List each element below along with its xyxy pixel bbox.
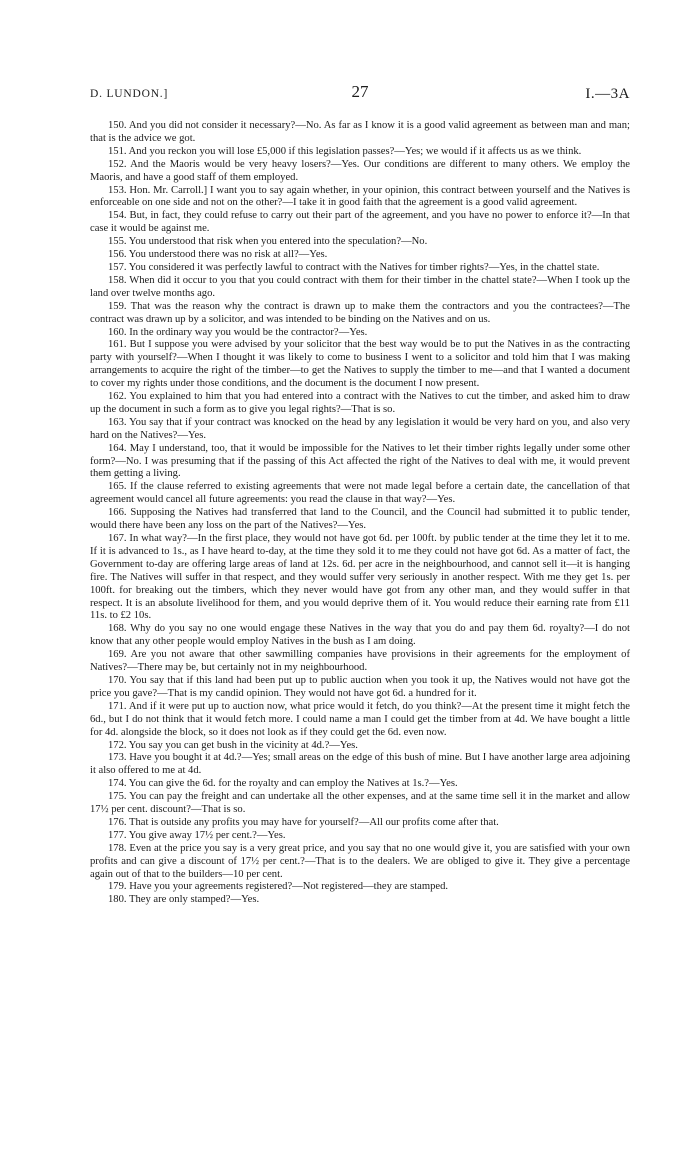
paper-reference: I.—3A xyxy=(585,86,630,102)
page-number: 27 xyxy=(351,82,369,101)
question-paragraph: 172. You say you can get bush in the vicinity at 4d.?—Yes. xyxy=(108,739,358,751)
question-paragraph: 175. You can pay the freight and can undertake all the other expenses, and at the same time sell it in the market and allow 17½ per cent. discount?—That is so. xyxy=(90,791,630,816)
page-header xyxy=(90,82,630,106)
question-paragraph: 160. In the ordinary way you would be the contractor?—Yes. xyxy=(108,326,368,338)
question-paragraph: 174. You can give the 6d. for the royalty and can employ the Natives at 1s.?—Yes. xyxy=(108,778,458,790)
question-paragraph: 167. In what way?—In the first place, they would not have got 6d. per 100ft. by public tender at the time they let it to me. If it is advanced to 1s., as I have heard to-day, at the time they sold it to me they could not have got 6d. As a matter of fact, the Government to-day are offering large areas of land at 12s. 6d. per acre in the neighbourhood, and cannot sell it—it is hanging fire. The Natives will suffer in that respect, and they would suffer very seriously in another respect. With me they get 1s. per 100ft. for breaking out the timbers, which they never would have got from any other man, and they would suffer in that respect. It is an absolute livelihood for them, and you would deprive them of it. You would reduce their earning rate from £11 11s. to £2 10s. xyxy=(90,533,630,622)
question-paragraph: 154. But, in fact, they could refuse to carry out their part of the agreement, and you have no power to enforce it?—In that case it would be against me. xyxy=(90,210,630,235)
question-paragraph: 177. You give away 17½ per cent.?—Yes. xyxy=(108,829,286,841)
question-paragraph: 162. You explained to him that you had entered into a contract with the Natives to cut the timber, and asked him to draw up the document in such a form as to give you legal rights?—That is so. xyxy=(90,391,630,415)
question-paragraph: 163. You say that if your contract was knocked on the head by any legislation it would be very hard on you, and also very hard on the Natives?—Yes. xyxy=(90,416,630,441)
question-paragraph: 166. Supposing the Natives had transferred that land to the Council, and the Council had submitted it to public tender, would there have been any loss on the part of the Natives?—Yes. xyxy=(90,507,630,532)
question-paragraph: 178. Even at the price you say is a very great price, and you say that no one would give it, you are satisfied with your own profits and can give a discount of 17½ per cent.?—That is to the dealers. We are obliged to give it. They give a percentage again out of that to the builders—10 per cent. xyxy=(90,842,630,880)
question-paragraph: 158. When did it occur to you that you could contract with them for their timber in the chattel state?—When I took up the land over twelve months ago. xyxy=(90,274,630,299)
question-paragraph: 155. You understood that risk when you entered into the speculation?—No. xyxy=(108,236,428,248)
question-paragraph: 173. Have you bought it at 4d.?—Yes; small areas on the edge of this bush of mine. But I have another large area adjoining it also offered to me at 4d. xyxy=(90,752,630,777)
question-paragraph: 165. If the clause referred to existing agreements that were not made legal before a certain date, the cancellation of that agreement would cancel all future agreements: you read the clause in that way?—Yes. xyxy=(90,481,630,506)
question-paragraph: 152. And the Maoris would be very heavy losers?—Yes. Our conditions are different to many others. We employ the Maoris, and have a good staff of them employed. xyxy=(90,158,630,183)
question-paragraph: 159. That was the reason why the contract is drawn up to make them the contractors and you the contractees?—The contract was drawn up by a solicitor, and was intended to be binding on the Natives and on us. xyxy=(90,300,630,325)
question-paragraph: 151. And you reckon you will lose £5,000 if this legislation passes?—Yes; we would if it affects us as we think. xyxy=(108,145,582,157)
question-paragraph: 171. And if it were put up to auction now, what price would it fetch, do you think?—At the present time it might fetch the 6d., but I do not think that it would fetch more. I could name a man I could get the timber from at 4d. We have bought a little for 4d. alongside the block, so it does not look as if they could get the 6d. even now. xyxy=(90,700,630,738)
testimony-body xyxy=(90,120,630,907)
question-paragraph: 170. You say that if this land had been put up to public auction when you took it up, the Natives would not have got the price you gave?—That is my candid opinion. They would not have got 6d. a hundred for it. xyxy=(90,674,630,699)
question-paragraph: 168. Why do you say no one would engage these Natives in the way that you do and pay them 6d. royalty?—I do not know that any other people would employ Natives in the bush as I am doing. xyxy=(90,623,630,648)
question-paragraph: 156. You understood there was no risk at all?—Yes. xyxy=(108,249,328,261)
question-paragraph: 169. Are you not aware that other sawmilling companies have provisions in their agreements for the employment of Natives?—There may be, but certainly not in my neighbourhood. xyxy=(90,649,630,674)
question-paragraph: 153. Hon. Mr. Carroll.] I want you to say again whether, in your opinion, this contract between yourself and the Natives is enforceable on one side and not on the other?—I take it in good faith that the agreement is a good valid agreement. xyxy=(90,184,630,209)
question-paragraph: 176. That is outside any profits you may have for yourself?—All our profits come after that. xyxy=(108,816,499,828)
question-paragraph: 161. But I suppose you were advised by your solicitor that the best way would be to put the Natives in as the contracting party with yourself?—When I thought it was likely to come to business I went to a solicitor and told him that I was making arrangements to acquire the right of the timber—to get the Natives to supply the timber to me—and that I wanted a document to cover my rights under those conditions, and the document is the document I now present. xyxy=(90,339,630,390)
witness-name: D. LUNDON.] xyxy=(90,88,169,100)
question-paragraph: 150. And you did not consider it necessary?—No. As far as I know it is a good valid agreement as between man and man; that is the advice we got. xyxy=(90,120,630,144)
question-paragraph: 164. May I understand, too, that it would be impossible for the Natives to let their timber rights legally under some other form?—No. I was presuming that if the passing of this Act affected the right of the Natives to deal with me, it would prevent them getting a living. xyxy=(90,442,630,480)
question-paragraph: 157. You considered it was perfectly lawful to contract with the Natives for timber rights?—Yes, in the chattel state. xyxy=(108,261,600,273)
question-paragraph: 179. Have you your agreements registered?—Not registered—they are stamped. xyxy=(108,881,449,893)
question-paragraph: 180. They are only stamped?—Yes. xyxy=(108,894,260,906)
